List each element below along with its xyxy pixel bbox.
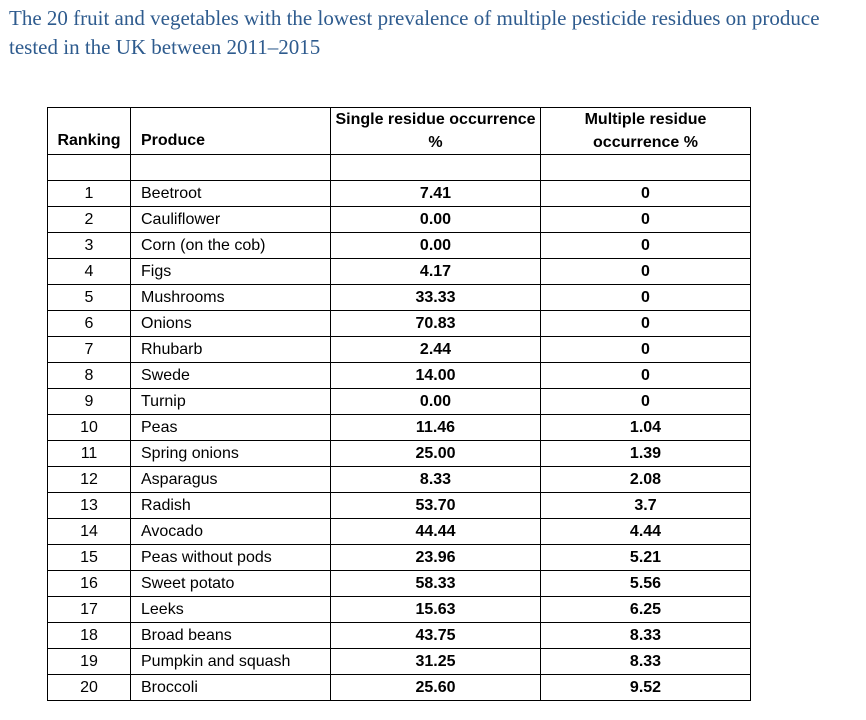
blank-cell <box>541 155 751 181</box>
table-row <box>48 285 751 311</box>
single-residue-cell: 14.00 <box>331 363 541 389</box>
rank-cell: 8 <box>48 363 131 389</box>
table-row <box>48 571 751 597</box>
rank-cell: 14 <box>48 519 131 545</box>
single-residue-cell: 33.33 <box>331 285 541 311</box>
single-residue-cell: 8.33 <box>331 467 541 493</box>
rank-cell: 11 <box>48 441 131 467</box>
produce-cell: Asparagus <box>131 467 331 493</box>
header-row <box>48 108 751 155</box>
multiple-residue-cell: 8.33 <box>541 649 751 675</box>
table-row <box>48 545 751 571</box>
multiple-residue-cell: 6.25 <box>541 597 751 623</box>
residue-table <box>47 107 751 701</box>
produce-cell: Beetroot <box>131 181 331 207</box>
table-row <box>48 363 751 389</box>
table-row <box>48 519 751 545</box>
produce-cell: Leeks <box>131 597 331 623</box>
multiple-residue-cell: 0 <box>541 207 751 233</box>
single-residue-cell: 25.60 <box>331 675 541 701</box>
produce-cell: Sweet potato <box>131 571 331 597</box>
single-residue-cell: 25.00 <box>331 441 541 467</box>
blank-row <box>48 155 751 181</box>
table-row <box>48 337 751 363</box>
single-residue-cell: 4.17 <box>331 259 541 285</box>
single-residue-cell: 31.25 <box>331 649 541 675</box>
multiple-residue-cell: 8.33 <box>541 623 751 649</box>
rank-cell: 13 <box>48 493 131 519</box>
produce-cell: Turnip <box>131 389 331 415</box>
single-residue-cell: 23.96 <box>331 545 541 571</box>
multiple-residue-cell: 0 <box>541 285 751 311</box>
table-row <box>48 233 751 259</box>
multiple-residue-cell: 0 <box>541 363 751 389</box>
produce-cell: Cauliflower <box>131 207 331 233</box>
multiple-residue-cell: 0 <box>541 259 751 285</box>
produce-cell: Radish <box>131 493 331 519</box>
multiple-residue-cell: 3.7 <box>541 493 751 519</box>
table-row <box>48 493 751 519</box>
rank-cell: 2 <box>48 207 131 233</box>
rank-cell: 12 <box>48 467 131 493</box>
table-row <box>48 597 751 623</box>
multiple-residue-cell: 0 <box>541 389 751 415</box>
table-row <box>48 389 751 415</box>
multiple-residue-cell: 4.44 <box>541 519 751 545</box>
single-residue-cell: 70.83 <box>331 311 541 337</box>
produce-cell: Spring onions <box>131 441 331 467</box>
table-body <box>48 181 751 701</box>
single-residue-cell: 0.00 <box>331 389 541 415</box>
single-residue-cell: 53.70 <box>331 493 541 519</box>
blank-cell <box>48 155 131 181</box>
multiple-residue-cell: 0 <box>541 181 751 207</box>
rank-cell: 9 <box>48 389 131 415</box>
single-residue-cell: 58.33 <box>331 571 541 597</box>
rank-cell: 16 <box>48 571 131 597</box>
rank-cell: 19 <box>48 649 131 675</box>
multiple-residue-cell: 5.21 <box>541 545 751 571</box>
rank-cell: 10 <box>48 415 131 441</box>
rank-cell: 7 <box>48 337 131 363</box>
blank-cell <box>331 155 541 181</box>
rank-cell: 3 <box>48 233 131 259</box>
single-residue-cell: 15.63 <box>331 597 541 623</box>
table-row <box>48 441 751 467</box>
produce-cell: Swede <box>131 363 331 389</box>
rank-cell: 18 <box>48 623 131 649</box>
rank-cell: 4 <box>48 259 131 285</box>
table-row <box>48 649 751 675</box>
header-single-residue: Single residue occurrence % <box>331 108 541 155</box>
single-residue-cell: 2.44 <box>331 337 541 363</box>
multiple-residue-cell: 0 <box>541 233 751 259</box>
produce-cell: Corn (on the cob) <box>131 233 331 259</box>
produce-cell: Rhubarb <box>131 337 331 363</box>
produce-cell: Avocado <box>131 519 331 545</box>
table-row <box>48 181 751 207</box>
multiple-residue-cell: 5.56 <box>541 571 751 597</box>
table-row <box>48 311 751 337</box>
multiple-residue-cell: 1.04 <box>541 415 751 441</box>
produce-cell: Mushrooms <box>131 285 331 311</box>
table-row <box>48 259 751 285</box>
multiple-residue-cell: 2.08 <box>541 467 751 493</box>
rank-cell: 20 <box>48 675 131 701</box>
table-row <box>48 623 751 649</box>
header-multiple-residue: Multiple residue occurrence % <box>541 108 751 155</box>
table-row <box>48 207 751 233</box>
header-ranking: Ranking <box>48 108 131 155</box>
produce-cell: Peas <box>131 415 331 441</box>
produce-cell: Onions <box>131 311 331 337</box>
multiple-residue-cell: 1.39 <box>541 441 751 467</box>
multiple-residue-cell: 0 <box>541 311 751 337</box>
single-residue-cell: 0.00 <box>331 233 541 259</box>
produce-cell: Peas without pods <box>131 545 331 571</box>
table-row <box>48 675 751 701</box>
single-residue-cell: 0.00 <box>331 207 541 233</box>
single-residue-cell: 43.75 <box>331 623 541 649</box>
rank-cell: 15 <box>48 545 131 571</box>
single-residue-cell: 44.44 <box>331 519 541 545</box>
page-title: The 20 fruit and vegetables with the lowest prevalence of multiple pesticide residues on produce tested in the UK between 2011–2015 <box>9 6 820 59</box>
header-produce: Produce <box>131 108 331 155</box>
multiple-residue-cell: 9.52 <box>541 675 751 701</box>
produce-cell: Pumpkin and squash <box>131 649 331 675</box>
produce-cell: Figs <box>131 259 331 285</box>
rank-cell: 1 <box>48 181 131 207</box>
table-row <box>48 415 751 441</box>
table-row <box>48 467 751 493</box>
rank-cell: 6 <box>48 311 131 337</box>
single-residue-cell: 7.41 <box>331 181 541 207</box>
rank-cell: 17 <box>48 597 131 623</box>
single-residue-cell: 11.46 <box>331 415 541 441</box>
rank-cell: 5 <box>48 285 131 311</box>
produce-cell: Broad beans <box>131 623 331 649</box>
multiple-residue-cell: 0 <box>541 337 751 363</box>
produce-cell: Broccoli <box>131 675 331 701</box>
blank-cell <box>131 155 331 181</box>
